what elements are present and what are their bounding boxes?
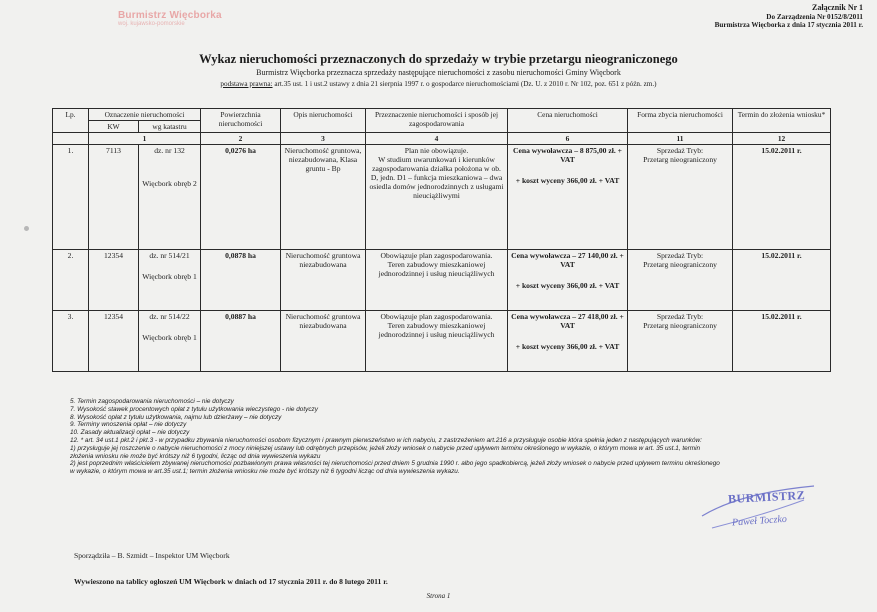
page-title: Wykaz nieruchomości przeznaczonych do sprzedaży w trybie przetargu nieograniczonego: [199, 52, 678, 66]
form-type: Przetarg nieograniczony: [643, 321, 717, 330]
form-type: Przetarg nieograniczony: [643, 260, 717, 269]
notes-block: [70, 398, 720, 476]
cell-deadline: 15.02.2011 r.: [733, 250, 831, 311]
stamp-title: BURMISTRZ: [727, 487, 806, 507]
cell-purpose: [366, 250, 508, 311]
cell-lp: 1.: [53, 145, 89, 250]
cell-deadline: 15.02.2011 r.: [733, 145, 831, 250]
colnum: 4: [366, 133, 508, 145]
header-price: Cena nieruchomości: [508, 109, 628, 133]
header-area: Powierzchnia nieruchomości: [201, 109, 281, 133]
cell-area: 0,0276 ha: [201, 145, 281, 250]
cell-plot: [139, 250, 201, 311]
cell-description: Nieruchomość gruntowa, niezabudowana, Klasa gruntu - Bp: [281, 145, 366, 250]
price-starting: Cena wywoławcza – 27 140,00 zł. + VAT: [511, 251, 624, 269]
scan-mark: [24, 226, 29, 231]
cell-description: Nieruchomość gruntowa niezabudowana: [281, 250, 366, 311]
price-valuation: + koszt wyceny 366,00 zł. + VAT: [515, 342, 620, 351]
colnum: 11: [628, 133, 733, 145]
cell-form: [628, 250, 733, 311]
attachment-order: Do Zarządzenia Nr 0152/8/2011: [766, 12, 863, 21]
form-mode: Sprzedaż Tryb:: [656, 312, 704, 321]
cell-purpose: [366, 145, 508, 250]
cell-area: 0,0887 ha: [201, 311, 281, 372]
cell-form: [628, 311, 733, 372]
property-table: [52, 108, 831, 372]
purpose-details: W studium uwarunkowań i kierunków zagospodarowania działka położona w ob. D, jedn. D1 – funkcja mieszkaniowa – dwa osiedla domów jednorodzinnych z usługami nieuciążliwymi: [369, 155, 504, 200]
cell-description: Nieruchomość gruntowa niezabudowana: [281, 311, 366, 372]
plot-number: dz. nr 132: [154, 146, 185, 155]
header-deadline: Termin do złożenia wniosku*: [733, 109, 831, 133]
colnum: 6: [508, 133, 628, 145]
header-designation: Oznaczenie nieruchomości: [89, 109, 201, 121]
attachment-date: Burmistrza Więcborka z dnia 17 stycznia 2011 r.: [714, 21, 863, 30]
subtitle: Burmistrz Więcborka przeznacza sprzedaży następujące nieruchomości z zasobu nieruchomości Gminy Więcbork: [256, 68, 621, 77]
note-line: 7. Wysokość stawek procentowych opłat z tytułu użytkowania wieczystego - nie dotyczy: [70, 405, 318, 413]
header-kw: KW: [89, 121, 139, 133]
purpose-details: Teren zabudowy mieszkaniowej jednorodzinnej i usług nieuciążliwych: [378, 321, 495, 339]
colnum: 2: [201, 133, 281, 145]
mayor-stamp: [727, 487, 806, 529]
header-form: Forma zbycia nieruchomości: [628, 109, 733, 133]
stamp-name: Paweł Toczko: [731, 513, 788, 529]
cell-deadline: 15.02.2011 r.: [733, 311, 831, 372]
note-line: 12. * art. 34 ust.1 pkt.2 i pkt.3 - w przypadku zbywania nieruchomości osobom fizycznym i prawnym pierwszeństwo w ich nabyciu, z zastrzeżeniem art.216 a przysługuje osobie która spełnia jeden z następujących warunków:: [70, 436, 702, 444]
purpose-details: Teren zabudowy mieszkaniowej jednorodzinnej i usług nieuciążliwych: [378, 260, 495, 278]
cell-price: [508, 145, 628, 250]
note-line: 8. Wysokość opłat z tytułu użytkowania, najmu lub dzierżawy – nie dotyczy: [70, 413, 282, 421]
cell-lp: 2.: [53, 250, 89, 311]
cell-form: [628, 145, 733, 250]
header-plot: wg katastru: [139, 121, 201, 133]
form-mode: Sprzedaż Tryb:: [656, 146, 704, 155]
purpose-plan: Plan nie obowiązuje.: [404, 146, 469, 155]
note-line: 9. Terminy wnoszenia opłat – nie dotyczy: [70, 421, 187, 429]
cell-lp: 3.: [53, 311, 89, 372]
note-line: 10. Zasady aktualizacji opłat – nie dotyczy: [70, 429, 190, 437]
price-valuation: + koszt wyceny 366,00 zł. + VAT: [515, 281, 620, 290]
posting-notice: Wywieszono na tablicy ogłoszeń UM Więcbork w dniach od 17 stycznia 2011 r. do 8 lutego 2011 r.: [74, 577, 388, 586]
cell-price: [508, 311, 628, 372]
price-valuation: + koszt wyceny 366,00 zł. + VAT: [515, 176, 620, 185]
attachment-header: [715, 4, 863, 30]
form-mode: Sprzedaż Tryb:: [656, 251, 704, 260]
legal-basis-label: podstawa prawna:: [220, 80, 273, 88]
colnum: 12: [733, 133, 831, 145]
price-starting: Cena wywoławcza – 27 418,00 zł. + VAT: [511, 312, 624, 330]
form-type: Przetarg nieograniczony: [643, 155, 717, 164]
colnum: 1: [89, 133, 201, 145]
municipality-logo: [118, 10, 222, 27]
purpose-plan: Obowiązuje plan zagospodarowania.: [380, 251, 493, 260]
cell-plot: [139, 145, 201, 250]
cell-area: 0,0878 ha: [201, 250, 281, 311]
logo-line1: Burmistrz Więcborka: [118, 10, 222, 21]
attachment-number: Załącznik Nr 1: [812, 3, 863, 12]
purpose-plan: Obowiązuje plan zagospodarowania.: [380, 312, 493, 321]
table-row: [53, 250, 831, 311]
cell-kw: 12354: [89, 311, 139, 372]
price-starting: Cena wywoławcza – 8 875,00 zł. + VAT: [513, 146, 622, 164]
plot-precinct: Więcbork obręb 2: [142, 179, 197, 188]
note-line: 1) przysługuje jej roszczenie o nabycie nieruchomości z mocy niniejszej ustawy lub odrębnych przepisów, jeżeli złoży wniosek o nabycie przed upływem terminu określonego w wykazie, o którym mowa w art. 35 ust.1, termin złożenia wniosku nie może być krótszy niż 6 tygodni, licząc od dnia wywieszenia wykazu: [70, 444, 701, 460]
page-number: Strona 1: [426, 592, 451, 600]
logo-line2: woj. kujawsko-pomorskie: [118, 21, 185, 27]
header-lp: Lp.: [53, 109, 89, 133]
legal-basis: [0, 80, 877, 88]
cell-plot: [139, 311, 201, 372]
header-purpose: Przeznaczenie nieruchomości i sposób jej zagospodarowania: [366, 109, 508, 133]
plot-precinct: Więcbork obręb 1: [142, 333, 197, 342]
cell-kw: 12354: [89, 250, 139, 311]
table-row: [53, 145, 831, 250]
header-description: Opis nieruchomości: [281, 109, 366, 133]
legal-basis-text: art.35 ust. 1 i ust.2 ustawy z dnia 21 sierpnia 1997 r. o gospodarce nieruchomościami (Dz. U. z 2010 r. Nr 102, poz. 651 z późn. zm.): [272, 80, 657, 88]
plot-number: dz. nr 514/22: [149, 312, 190, 321]
cell-purpose: [366, 311, 508, 372]
plot-number: dz. nr 514/21: [149, 251, 190, 260]
prepared-by: Sporządziła – B. Szmidt – Inspektor UM Więcbork: [74, 551, 230, 560]
colnum-empty: [53, 133, 89, 145]
column-number-row: [53, 133, 831, 145]
note-line: 5. Termin zagospodarowania nieruchomości – nie dotyczy: [70, 398, 234, 405]
colnum: 3: [281, 133, 366, 145]
cell-price: [508, 250, 628, 311]
plot-precinct: Więcbork obręb 1: [142, 272, 197, 281]
cell-kw: 7113: [89, 145, 139, 250]
header-row: [53, 109, 831, 121]
table-row: [53, 311, 831, 372]
note-line: 2) jest poprzednim właścicielem zbywanej nieruchomości pozbawionym prawa własności tej nieruchomości przed dniem 5 grudnia 1990 r. albo jego spadkobiercą, jeżeli złoży wniosek o nabycie przed upływem terminu określonego w wykazie, o którym mowa w art.35 ust.1; termin złożenia wniosku nie może być krótszy niż 6 tygodni licząc od dnia wywieszenia wykazu.: [70, 460, 720, 476]
